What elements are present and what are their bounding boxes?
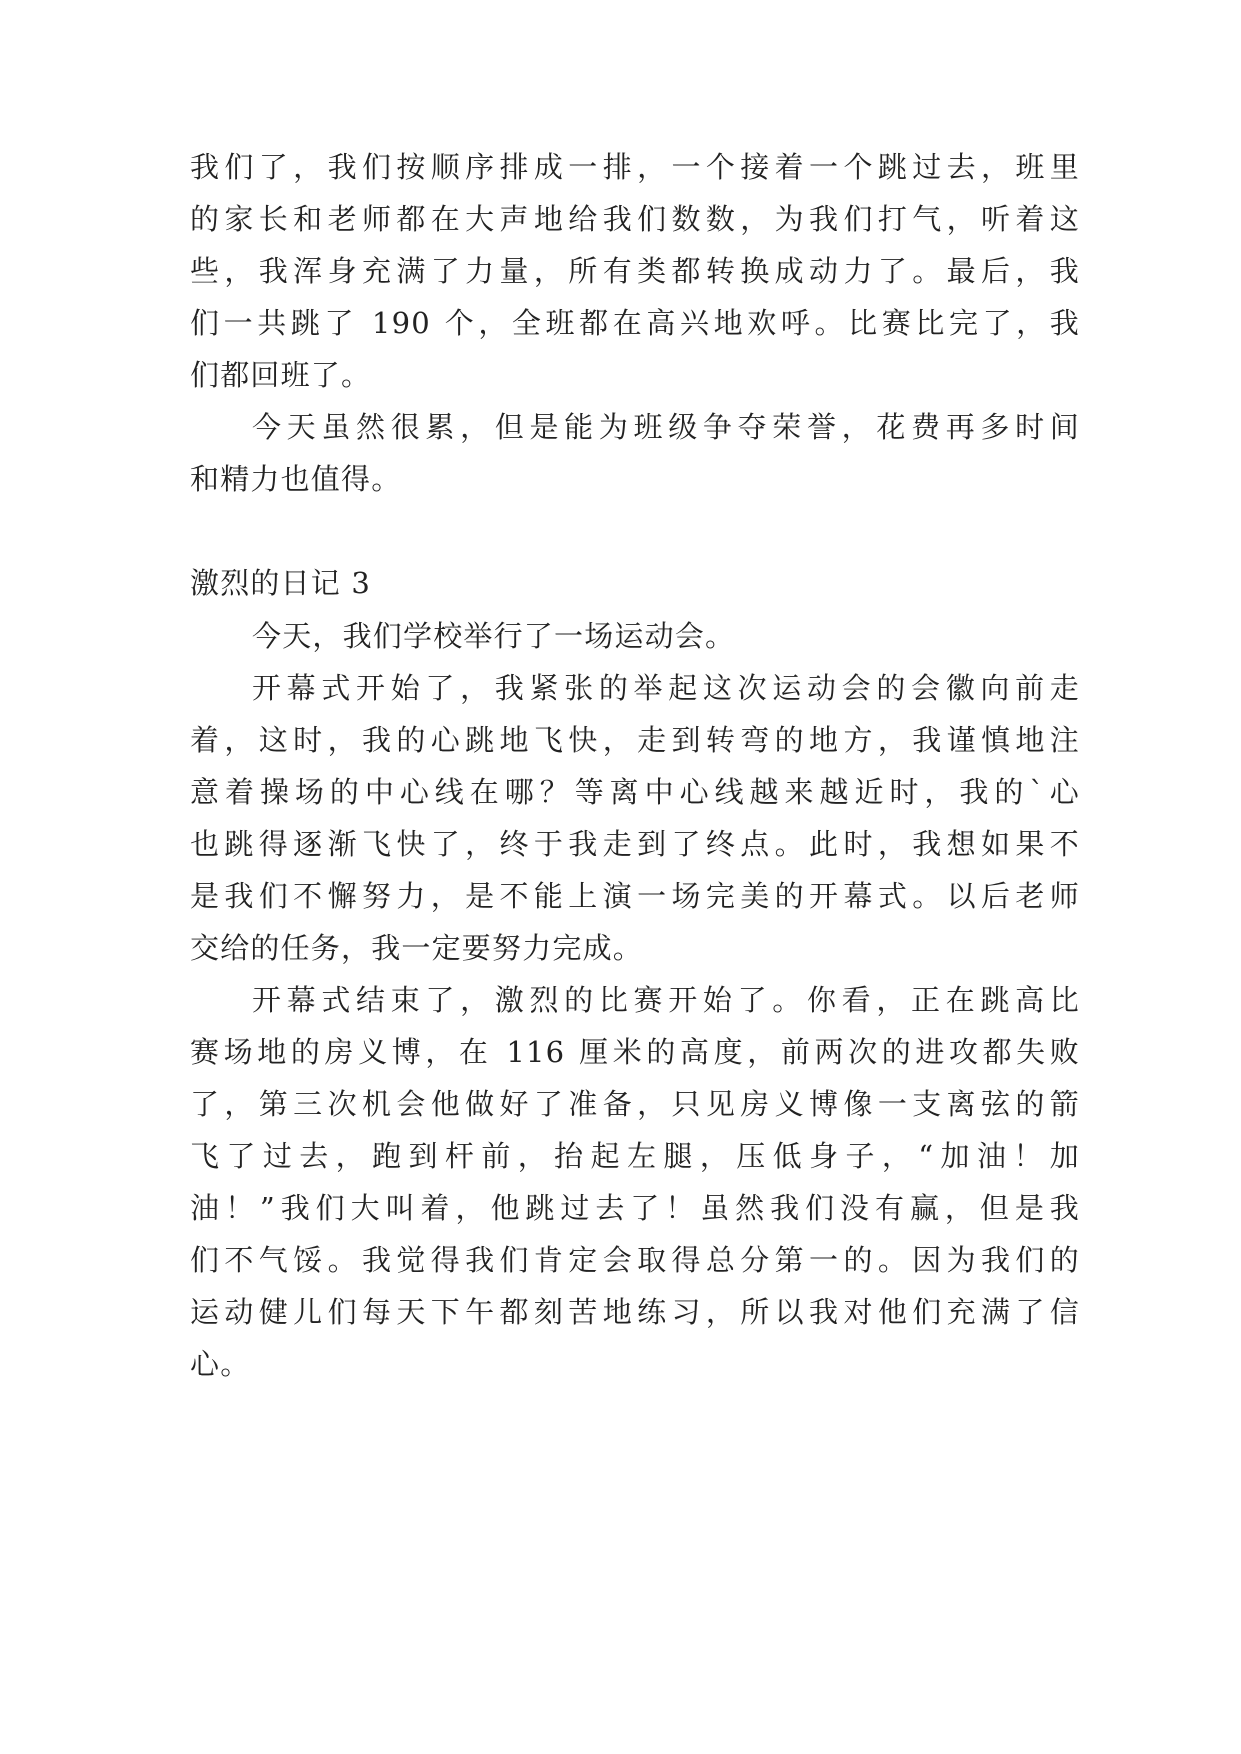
text-line: 们一共跳了 190 个，全班都在高兴地欢呼。比赛比完了，我 bbox=[190, 306, 1080, 340]
text-line: 飞了过去，跑到杆前，抬起左腿，压低身子，“加油！加 bbox=[190, 1139, 1080, 1173]
text-line: 交给的任务，我一定要努力完成。 bbox=[190, 931, 644, 965]
text-line: 我们了，我们按顺序排成一排，一个接着一个跳过去，班里 bbox=[190, 150, 1080, 184]
text-line: 今天，我们学校举行了一场运动会。 bbox=[252, 619, 736, 653]
text-line: 意着操场的中心线在哪？等离中心线越来越近时，我的`心 bbox=[190, 775, 1080, 809]
text-line: 今天虽然很累，但是能为班级争夺荣誉，花费再多时间 bbox=[252, 410, 1080, 444]
text-line: 开幕式开始了，我紧张的举起这次运动会的会徽向前走 bbox=[252, 671, 1080, 705]
text-line: 是我们不懈努力，是不能上演一场完美的开幕式。以后老师 bbox=[190, 879, 1080, 913]
text-line: 和精力也值得。 bbox=[190, 462, 402, 496]
text-line: 赛场地的房义博，在 116 厘米的高度，前两次的进攻都失败 bbox=[190, 1035, 1080, 1069]
text-line: 心。 bbox=[190, 1347, 251, 1381]
text-line: 油！”我们大叫着，他跳过去了！虽然我们没有赢，但是我 bbox=[190, 1191, 1080, 1225]
text-line: 也跳得逐渐飞快了，终于我走到了终点。此时，我想如果不 bbox=[190, 827, 1080, 861]
text-line: 的家长和老师都在大声地给我们数数，为我们打气，听着这 bbox=[190, 202, 1080, 236]
text-line: 们都回班了。 bbox=[190, 358, 372, 392]
text-line: 了，第三次机会他做好了准备，只见房义博像一支离弦的箭 bbox=[190, 1087, 1080, 1121]
text-line: 着，这时，我的心跳地飞快，走到转弯的地方，我谨慎地注 bbox=[190, 723, 1080, 757]
text-line: 运动健儿们每天下午都刻苦地练习，所以我对他们充满了信 bbox=[190, 1295, 1080, 1329]
text-line: 们不气馁。我觉得我们肯定会取得总分第一的。因为我们的 bbox=[190, 1243, 1080, 1277]
section-heading: 激烈的日记 3 bbox=[190, 566, 372, 600]
text-line: 开幕式结束了，激烈的比赛开始了。你看，正在跳高比 bbox=[252, 983, 1080, 1017]
text-line: 些，我浑身充满了力量，所有类都转换成动力了。最后，我 bbox=[190, 254, 1080, 288]
